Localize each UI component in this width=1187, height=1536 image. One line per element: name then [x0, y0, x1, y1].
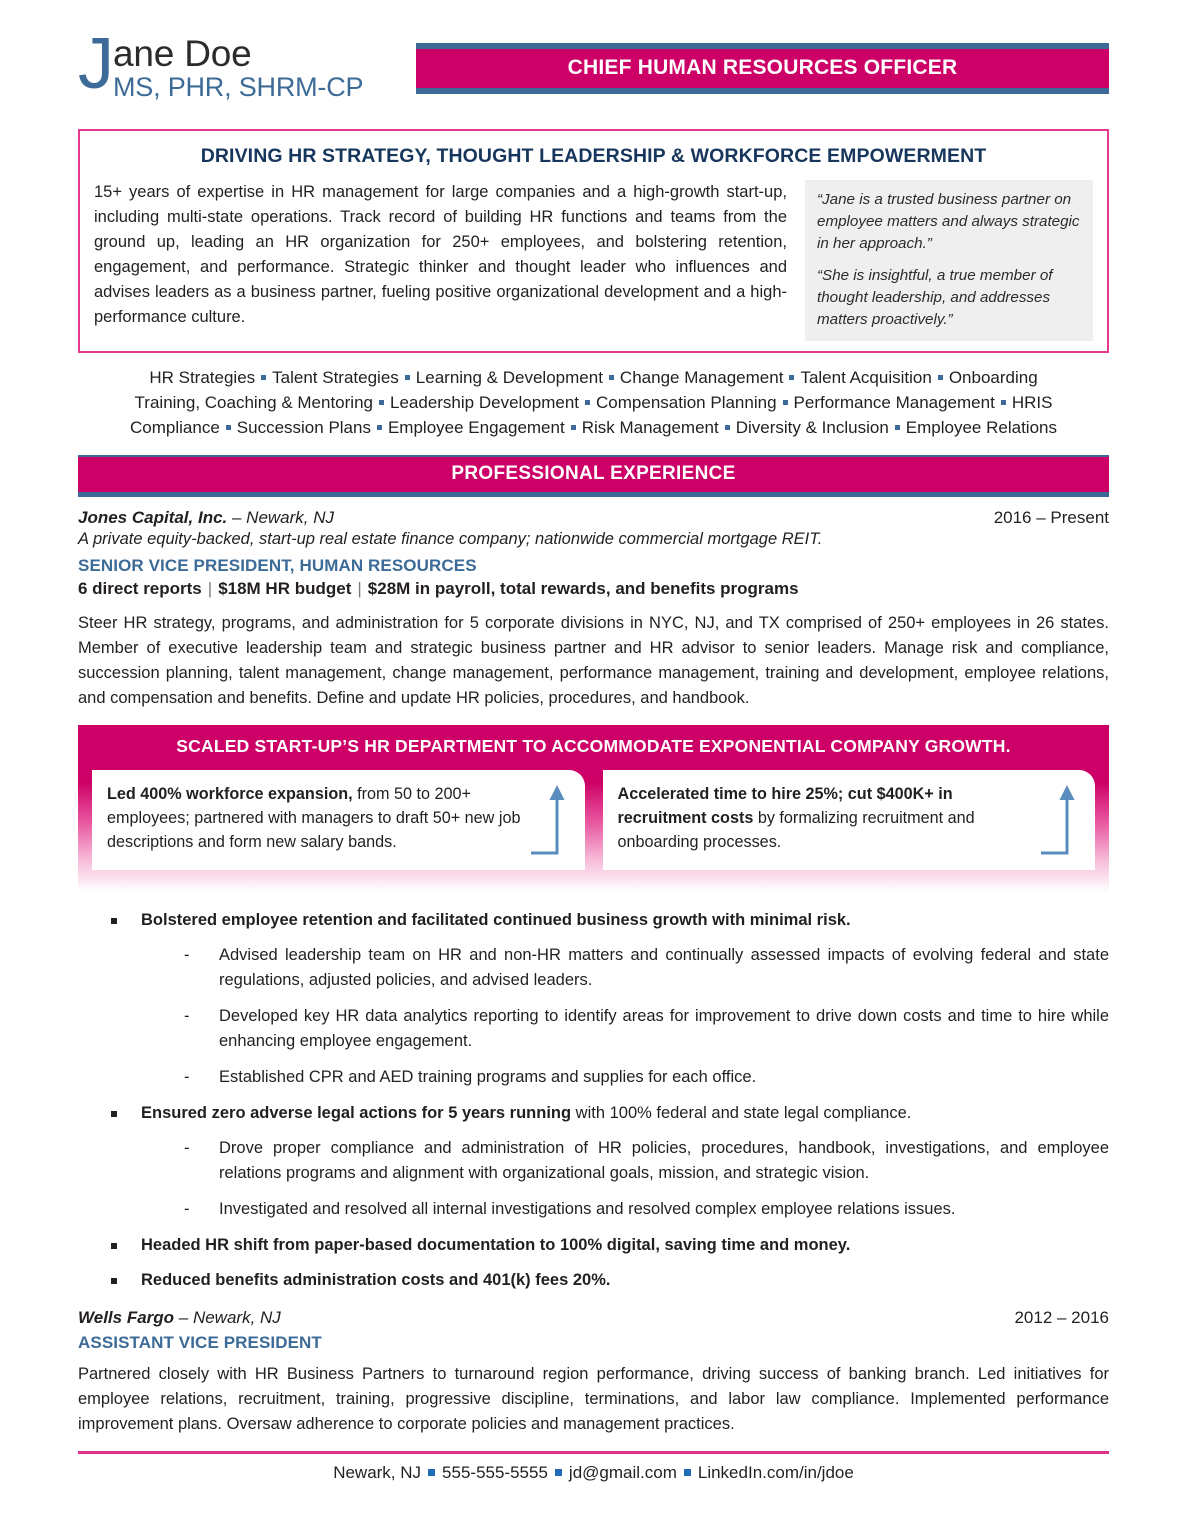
separator-square-icon: [377, 425, 382, 430]
job-dates: 2012 – 2016: [1014, 1308, 1109, 1327]
competency-item: Employee Relations: [905, 418, 1057, 437]
job-dates: 2016 – Present: [993, 508, 1109, 527]
bullet-square-icon: [111, 1101, 141, 1125]
card-bold-text: Accelerated time to hire 25%; cut $400K+ in recruitment costs: [617, 785, 953, 827]
job-title-banner: CHIEF HUMAN RESOURCES OFFICER: [416, 43, 1109, 94]
separator-square-icon: [783, 400, 788, 405]
bullet-text: Reduced benefits administration costs and 401(k) fees 20%.: [141, 1271, 611, 1289]
metric-separator: |: [207, 579, 213, 598]
job-entry-wells-fargo: [78, 1308, 1109, 1437]
bullet-level-2: [184, 1197, 1109, 1222]
bullet-level-2: [184, 1065, 1109, 1090]
competency-item: Diversity & Inclusion: [735, 418, 889, 437]
job-header-line: [78, 1308, 1109, 1328]
job-company: [78, 508, 334, 528]
contact-linkedin[interactable]: LinkedIn.com/in/jdoe: [697, 1463, 854, 1482]
bullet-text: Ensured zero adverse legal actions for 5 years running with 100% federal and state legal compliance.: [141, 1104, 912, 1122]
highlight-banner-title: SCALED START-UP’S HR DEPARTMENT TO ACCOMMODATE EXPONENTIAL COMPANY GROWTH.: [176, 736, 1011, 756]
testimonial-quote: “Jane is a trusted business partner on employee matters and always strategic in her approach.”: [817, 191, 1080, 252]
competency-item: Leadership Development: [390, 393, 580, 412]
separator-square-icon: [585, 400, 590, 405]
name-lines: [113, 34, 363, 102]
competency-line: [78, 365, 1109, 390]
separator-square-icon: [684, 1469, 691, 1476]
summary-body: [94, 180, 1093, 341]
job-bullet-list: [78, 908, 1109, 1292]
competency-item: Compensation Planning: [596, 393, 777, 412]
contact-location: Newark, NJ: [333, 1463, 422, 1482]
competency-item: Learning & Development: [415, 368, 603, 387]
bullet-dash-icon: -: [184, 946, 190, 964]
job-description-paragraph: Steer HR strategy, programs, and administration for 5 corporate divisions in NYC, NJ, and TX comprised of 250+ employees in 26 states. Member of executive leadership team and strategic business partner and HR advisor to senior leaders. Manage risk and compliance, succession planning, talent management, change management, performance management, training and development, employee relations, and compensation and benefits. Define and update HR policies, procedures, and handbook.: [78, 614, 1109, 707]
job-entry-jones-capital: [78, 508, 1109, 1292]
separator-square-icon: [895, 425, 900, 430]
separator-square-icon: [405, 375, 410, 380]
testimonial-box: [805, 180, 1093, 341]
competency-line: [78, 390, 1109, 415]
separator-square-icon: [261, 375, 266, 380]
contact-email[interactable]: jd@gmail.com: [568, 1463, 677, 1482]
separator-square-icon: [226, 425, 231, 430]
separator-square-icon: [1001, 400, 1006, 405]
bullet-text: Established CPR and AED training programs and supplies for each office.: [219, 1068, 757, 1086]
competency-item: Succession Plans: [236, 418, 371, 437]
contact-phone[interactable]: 555-555-5555: [442, 1463, 548, 1482]
summary-paragraph: 15+ years of expertise in HR management for large companies and a high-growth start-up, including multi-state operations. Track record of building HR functions and teams from the ground up, leading an HR organization for 250+ employees, and bolstering retention, engagement, and performance. Strategic thinker and thought leader who influences and advises leaders as a business partner, fueling positive organizational development and a high-performance culture.: [94, 183, 787, 326]
bullet-text: Drove proper compliance and administration of HR policies, procedures, handbook, investigations, and employee relations programs and alignment with organizational goals, mission, and strategic vision.: [219, 1139, 1109, 1182]
company-name: Jones Capital, Inc.: [78, 508, 228, 527]
bullet-level-1: [111, 1101, 1109, 1125]
separator-square-icon: [428, 1469, 435, 1476]
job-metric: $18M HR budget: [218, 579, 352, 598]
highlight-card-text: [618, 785, 975, 851]
company-location: – Newark, NJ: [227, 508, 335, 527]
bullet-dash-icon: -: [184, 1068, 190, 1086]
competency-item: Training, Coaching & Mentoring: [134, 393, 373, 412]
summary-box: [78, 129, 1109, 353]
section-header-professional-experience: PROFESSIONAL EXPERIENCE: [78, 455, 1109, 497]
highlight-card-text: [107, 785, 520, 851]
bullet-level-1: [111, 1233, 1109, 1257]
bullet-square-icon: [111, 908, 141, 932]
company-name: Wells Fargo: [78, 1308, 175, 1327]
company-description: A private equity-backed, start-up real estate finance company; nationwide commercial mortgage REIT.: [78, 530, 823, 548]
bullet-dash-icon: -: [184, 1007, 190, 1025]
separator-square-icon: [789, 375, 794, 380]
bullet-text: Investigated and resolved all internal investigations and resolved complex employee relations issues.: [219, 1200, 956, 1218]
card-bold-text: Led 400% workforce expansion,: [107, 785, 353, 803]
competency-item: Risk Management: [581, 418, 719, 437]
job-company: [78, 1308, 281, 1328]
metric-separator: |: [357, 579, 362, 598]
growth-arrow-icon: [531, 783, 569, 857]
candidate-name: ane Doe: [113, 33, 252, 74]
competency-item: Employee Engagement: [387, 418, 565, 437]
competency-item: Compliance: [130, 418, 220, 437]
competency-item: Change Management: [619, 368, 784, 387]
bullet-square-icon: [111, 1233, 141, 1257]
separator-square-icon: [725, 425, 730, 430]
achievement-highlight-banner: [78, 725, 1109, 892]
job-metric: 6 direct reports: [78, 579, 202, 598]
job-header-line: [78, 508, 1109, 528]
job-description-paragraph: Partnered closely with HR Business Partners to turnaround region performance, driving success of banking branch. Led initiatives for employee relations, recruitment, training, progressive discipline, terminations, and labor law compliance. Implemented performance improvement plans. Oversaw adherence to corporate policies and management practices.: [78, 1365, 1109, 1433]
bullet-level-2: [184, 943, 1109, 993]
bullet-dash-icon: -: [184, 1200, 190, 1218]
bullet-level-1: [111, 908, 1109, 932]
testimonial-quote: “She is insightful, a true member of thought leadership, and addresses matters proactively.”: [817, 267, 1053, 328]
job-position-title: SENIOR VICE PRESIDENT, HUMAN RESOURCES: [78, 556, 477, 575]
highlight-card: [92, 770, 585, 870]
bullet-text: Bolstered employee retention and facilitated continued business growth with minimal risk.: [141, 911, 851, 929]
growth-arrow-icon: [1041, 783, 1079, 857]
candidate-credentials: MS, PHR, SHRM-CP: [113, 72, 364, 102]
name-block: [78, 24, 396, 104]
competency-line: [78, 415, 1109, 440]
competency-item: HRIS: [1011, 393, 1053, 412]
job-position-title: ASSISTANT VICE PRESIDENT: [78, 1333, 322, 1352]
company-location: – Newark, NJ: [174, 1308, 281, 1327]
resume-header: [78, 0, 1109, 102]
bullet-level-2: [184, 1004, 1109, 1054]
card-rest-text: from 50 to 200+ employees; partnered with managers to draft 50+ new job descriptions and form new salary bands.: [107, 785, 521, 851]
bullet-square-icon: [111, 1268, 141, 1292]
competency-item: HR Strategies: [149, 368, 256, 387]
separator-square-icon: [379, 400, 384, 405]
bullet-text: Headed HR shift from paper-based documentation to 100% digital, saving time and money.: [141, 1236, 851, 1254]
highlight-cards: [92, 770, 1095, 870]
summary-headline: DRIVING HR STRATEGY, THOUGHT LEADERSHIP & WORKFORCE EMPOWERMENT: [200, 145, 987, 167]
core-competencies: [78, 365, 1109, 440]
separator-square-icon: [609, 375, 614, 380]
card-rest-text: by formalizing recruitment and onboarding processes.: [617, 809, 975, 851]
separator-square-icon: [938, 375, 943, 380]
separator-square-icon: [571, 425, 576, 430]
competency-item: Talent Strategies: [272, 368, 399, 387]
competency-item: Onboarding: [948, 368, 1038, 387]
bullet-level-1: [111, 1268, 1109, 1292]
competency-item: Talent Acquisition: [800, 368, 932, 387]
contact-footer: [78, 1454, 1109, 1483]
job-metric: $28M in payroll, total rewards, and benefits programs: [367, 579, 799, 598]
bullet-text: Advised leadership team on HR and non-HR matters and continually assessed impacts of evolving federal and state regulations, adjusted policies, and advised leaders.: [219, 946, 1109, 989]
job-metrics: [78, 579, 1109, 599]
name-initial: J: [78, 24, 113, 104]
separator-square-icon: [555, 1469, 562, 1476]
bullet-dash-icon: -: [184, 1139, 190, 1157]
highlight-card: [603, 770, 1096, 870]
bullet-level-2: [184, 1136, 1109, 1186]
competency-item: Performance Management: [793, 393, 995, 412]
bullet-text: Developed key HR data analytics reporting to identify areas for improvement to drive down costs and time to hire while enhancing employee engagement.: [219, 1007, 1109, 1050]
